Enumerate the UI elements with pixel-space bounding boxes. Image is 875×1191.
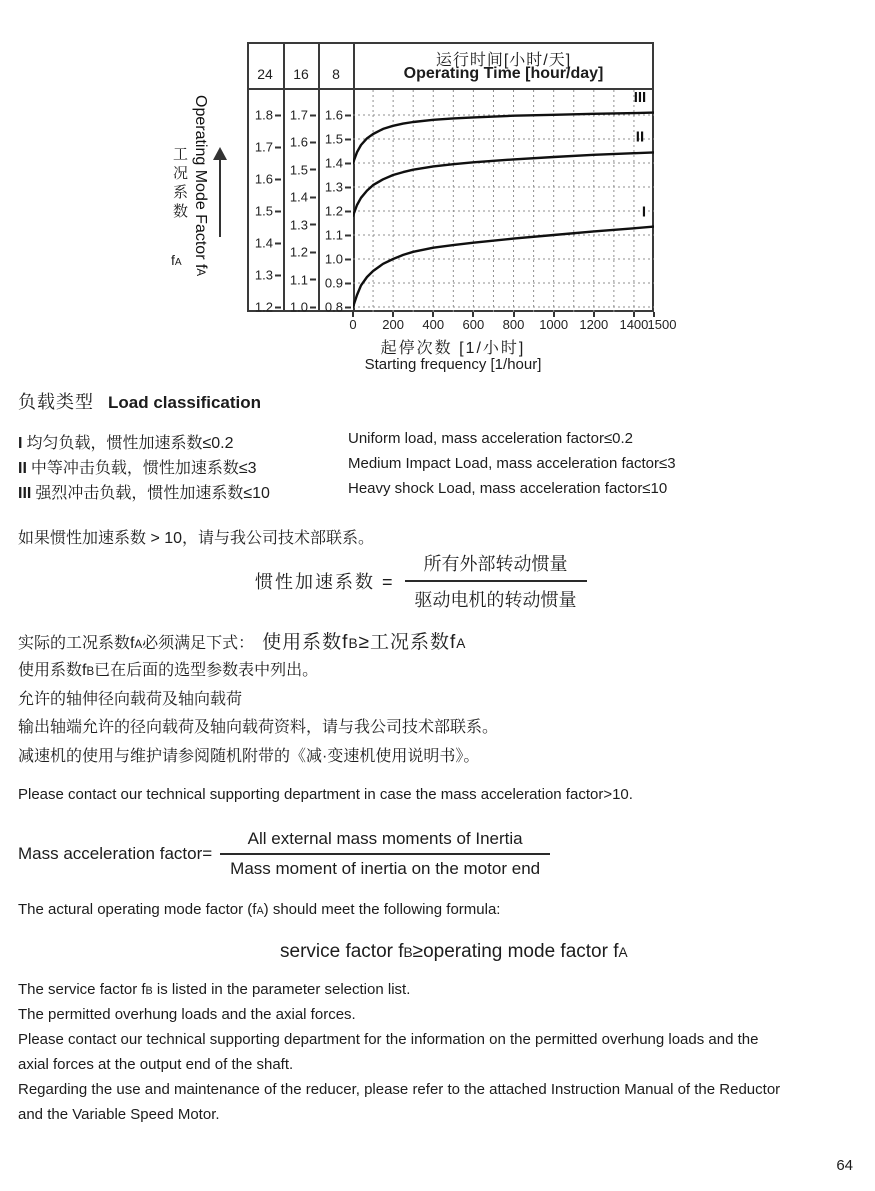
contact-note-en: Please contact our technical supporting department in case the mass acceleration factor>10.	[18, 786, 633, 803]
formula-zh-numerator: 所有外部转动惯量	[423, 554, 568, 574]
y-tick-value: 1.1	[289, 272, 308, 288]
x-tick-label: 1500	[647, 317, 677, 332]
overhung-loads-zh: 允许的轴伸径向载荷及轴向载荷	[18, 691, 243, 708]
load-classification-heading	[18, 388, 261, 414]
y-tick-mark	[345, 210, 351, 212]
maintenance-manual-zh: 减速机的使用与维护请参阅随机附带的《减·变速机使用说明书》。	[18, 748, 480, 765]
load-class-3-en: Heavy shock Load, mass acceleration factor≤10	[348, 480, 668, 497]
maintenance-manual-en-line1: Regarding the use and maintenance of the reducer, please refer to the attached Instruction Manual of the Reductor	[18, 1081, 781, 1098]
contact-overhung-line2: axial forces at the output end of the shaft.	[18, 1056, 294, 1073]
y-tick-mark	[275, 178, 281, 180]
y-tick-col3	[304, 108, 351, 123]
y-tick-mark	[310, 196, 316, 198]
formula-en-numerator: All external mass moments of Inertia	[247, 829, 523, 848]
y-tick-value: 1.7	[289, 107, 308, 123]
fb-listed-zh: 使用系数fB已在后面的选型参数表中列出。	[18, 662, 319, 679]
y-tick-col3	[304, 132, 351, 147]
curve-II	[353, 152, 654, 215]
y-tick-value: 1.3	[289, 217, 308, 233]
contact-overhung-line1: Please contact our technical supporting department for the information on the permitted overhung loads and the	[18, 1031, 759, 1048]
hours-per-day-8: 8	[332, 66, 340, 82]
curve-I	[353, 227, 654, 307]
y-axis-label-zh: 工况系数	[171, 146, 188, 222]
y-tick-mark	[345, 306, 351, 308]
formula-en-denominator: Mass moment of inertia on the motor end	[220, 853, 550, 879]
service-factor-formula: service factor fB≥operating mode factor fA	[280, 941, 628, 962]
y-tick-mark	[345, 282, 351, 284]
y-tick-mark	[310, 224, 316, 226]
y-tick-col3	[304, 204, 351, 219]
mass-acceleration-formula-en	[18, 829, 550, 879]
y-tick-col3	[304, 276, 351, 291]
y-tick-value: 1.3	[254, 267, 273, 283]
y-tick-col3	[304, 300, 351, 315]
y-tick-value: 1.8	[254, 107, 273, 123]
y-tick-mark	[345, 114, 351, 116]
y-tick-col3	[304, 180, 351, 195]
y-tick-mark	[345, 186, 351, 188]
output-shaft-zh: 输出轴端允许的径向载荷及轴向载荷资料，请与我公司技术部联系。	[18, 719, 499, 736]
formula-en-lhs: Mass acceleration factor=	[18, 844, 213, 863]
x-tick-label: 400	[422, 317, 445, 332]
load-class-2-zh: II 中等冲击负载，惯性加速系数≤3	[18, 460, 257, 477]
y-axis-label-en: Operating Mode Factor fA	[192, 95, 209, 277]
y-tick-mark	[275, 210, 281, 212]
curve-label-I: I	[641, 203, 647, 221]
chart-title-en: Operating Time [hour/day]	[403, 65, 604, 82]
y-tick-col3	[304, 156, 351, 171]
mass-acceleration-formula-zh	[255, 550, 587, 612]
formula-zh-fraction	[405, 550, 587, 612]
y-tick-value: 1.6	[324, 107, 343, 123]
chart-title-zh: 运行时间[小时/天]	[435, 52, 572, 69]
y-tick-value: 1.5	[254, 203, 273, 219]
load-class-1-zh: I 均匀负载，惯性加速系数≤0.2	[18, 435, 234, 452]
x-tick-label: 600	[462, 317, 485, 332]
hours-per-day-24: 24	[257, 66, 273, 82]
y-tick-value: 1.2	[289, 244, 308, 260]
curve-label-II: II	[635, 128, 645, 146]
actual-factor-rule-en: The actural operating mode factor (fA) should meet the following formula:	[18, 901, 501, 918]
y-tick-col3	[304, 228, 351, 243]
y-tick-value: 1.4	[254, 235, 273, 251]
x-tick-label: 1200	[579, 317, 609, 332]
y-tick-mark	[345, 162, 351, 164]
x-axis-label-en: Starting frequency [1/hour]	[364, 356, 542, 373]
heading-zh: 负载类型	[18, 392, 94, 412]
y-tick-value: 1.2	[254, 299, 273, 315]
y-tick-value: 1.6	[254, 171, 273, 187]
curve-label-III: III	[633, 90, 647, 106]
y-tick-value: 1.5	[289, 162, 308, 178]
y-tick-value: 1.0	[324, 251, 343, 267]
y-tick-col3	[304, 252, 351, 267]
y-tick-value: 1.3	[324, 179, 343, 195]
y-tick-value: 0.9	[324, 275, 343, 291]
curve-III	[353, 113, 654, 163]
x-tick-label: 1400	[619, 317, 649, 332]
load-class-3-zh: III 强烈冲击负载，惯性加速系数≤10	[18, 485, 270, 502]
y-tick-value: 1.2	[324, 203, 343, 219]
y-tick-value: 1.0	[289, 299, 308, 315]
formula-zh-denominator: 驱动电机的转动惯量	[405, 580, 587, 612]
y-tick-value: 1.4	[324, 155, 343, 171]
x-tick-label: 200	[382, 317, 404, 332]
maintenance-manual-en-line2: and the Variable Speed Motor.	[18, 1106, 220, 1123]
x-tick-label: 800	[502, 317, 525, 332]
formula-zh-lhs: 惯性加速系数 =	[255, 572, 395, 592]
permitted-loads-en: The permitted overhung loads and the axial forces.	[18, 1006, 356, 1023]
y-tick-value: 1.7	[254, 139, 273, 155]
y-tick-mark	[345, 138, 351, 140]
y-tick-mark	[345, 234, 351, 236]
y-tick-mark	[345, 258, 351, 260]
heading-en: Load classification	[108, 393, 262, 412]
y-tick-value: 0.8	[324, 299, 343, 315]
hours-per-day-16: 16	[293, 66, 309, 82]
y-axis-label-zh-symbol: fA	[171, 252, 182, 268]
service-factor-listed-en: The service factor fB is listed in the parameter selection list.	[18, 981, 411, 998]
x-tick-label: 1000	[539, 317, 569, 332]
formula-en-fraction	[220, 829, 550, 879]
load-class-1-en: Uniform load, mass acceleration factor≤0.2	[348, 430, 634, 447]
up-arrow-shaft	[219, 159, 221, 237]
x-tick-label: 0	[349, 317, 357, 332]
y-tick-value: 1.6	[289, 134, 308, 150]
y-tick-value: 1.5	[324, 131, 343, 147]
x-axis-label-zh: 起停次数 [1/小时]	[380, 340, 526, 357]
y-tick-value: 1.4	[289, 189, 308, 205]
chart-column-divider-2	[318, 42, 320, 312]
load-class-2-en: Medium Impact Load, mass acceleration factor≤3	[348, 455, 676, 472]
operating-mode-factor-plot	[353, 90, 654, 312]
page-number: 64	[836, 1157, 853, 1174]
actual-factor-rule-zh: 实际的工况系数fA必须满足下式： 使用系数fB≥工况系数fA	[18, 632, 467, 653]
contact-note-zh: 如果惯性加速系数 > 10，请与我公司技术部联系。	[18, 530, 375, 547]
y-tick-value: 1.1	[324, 227, 343, 243]
